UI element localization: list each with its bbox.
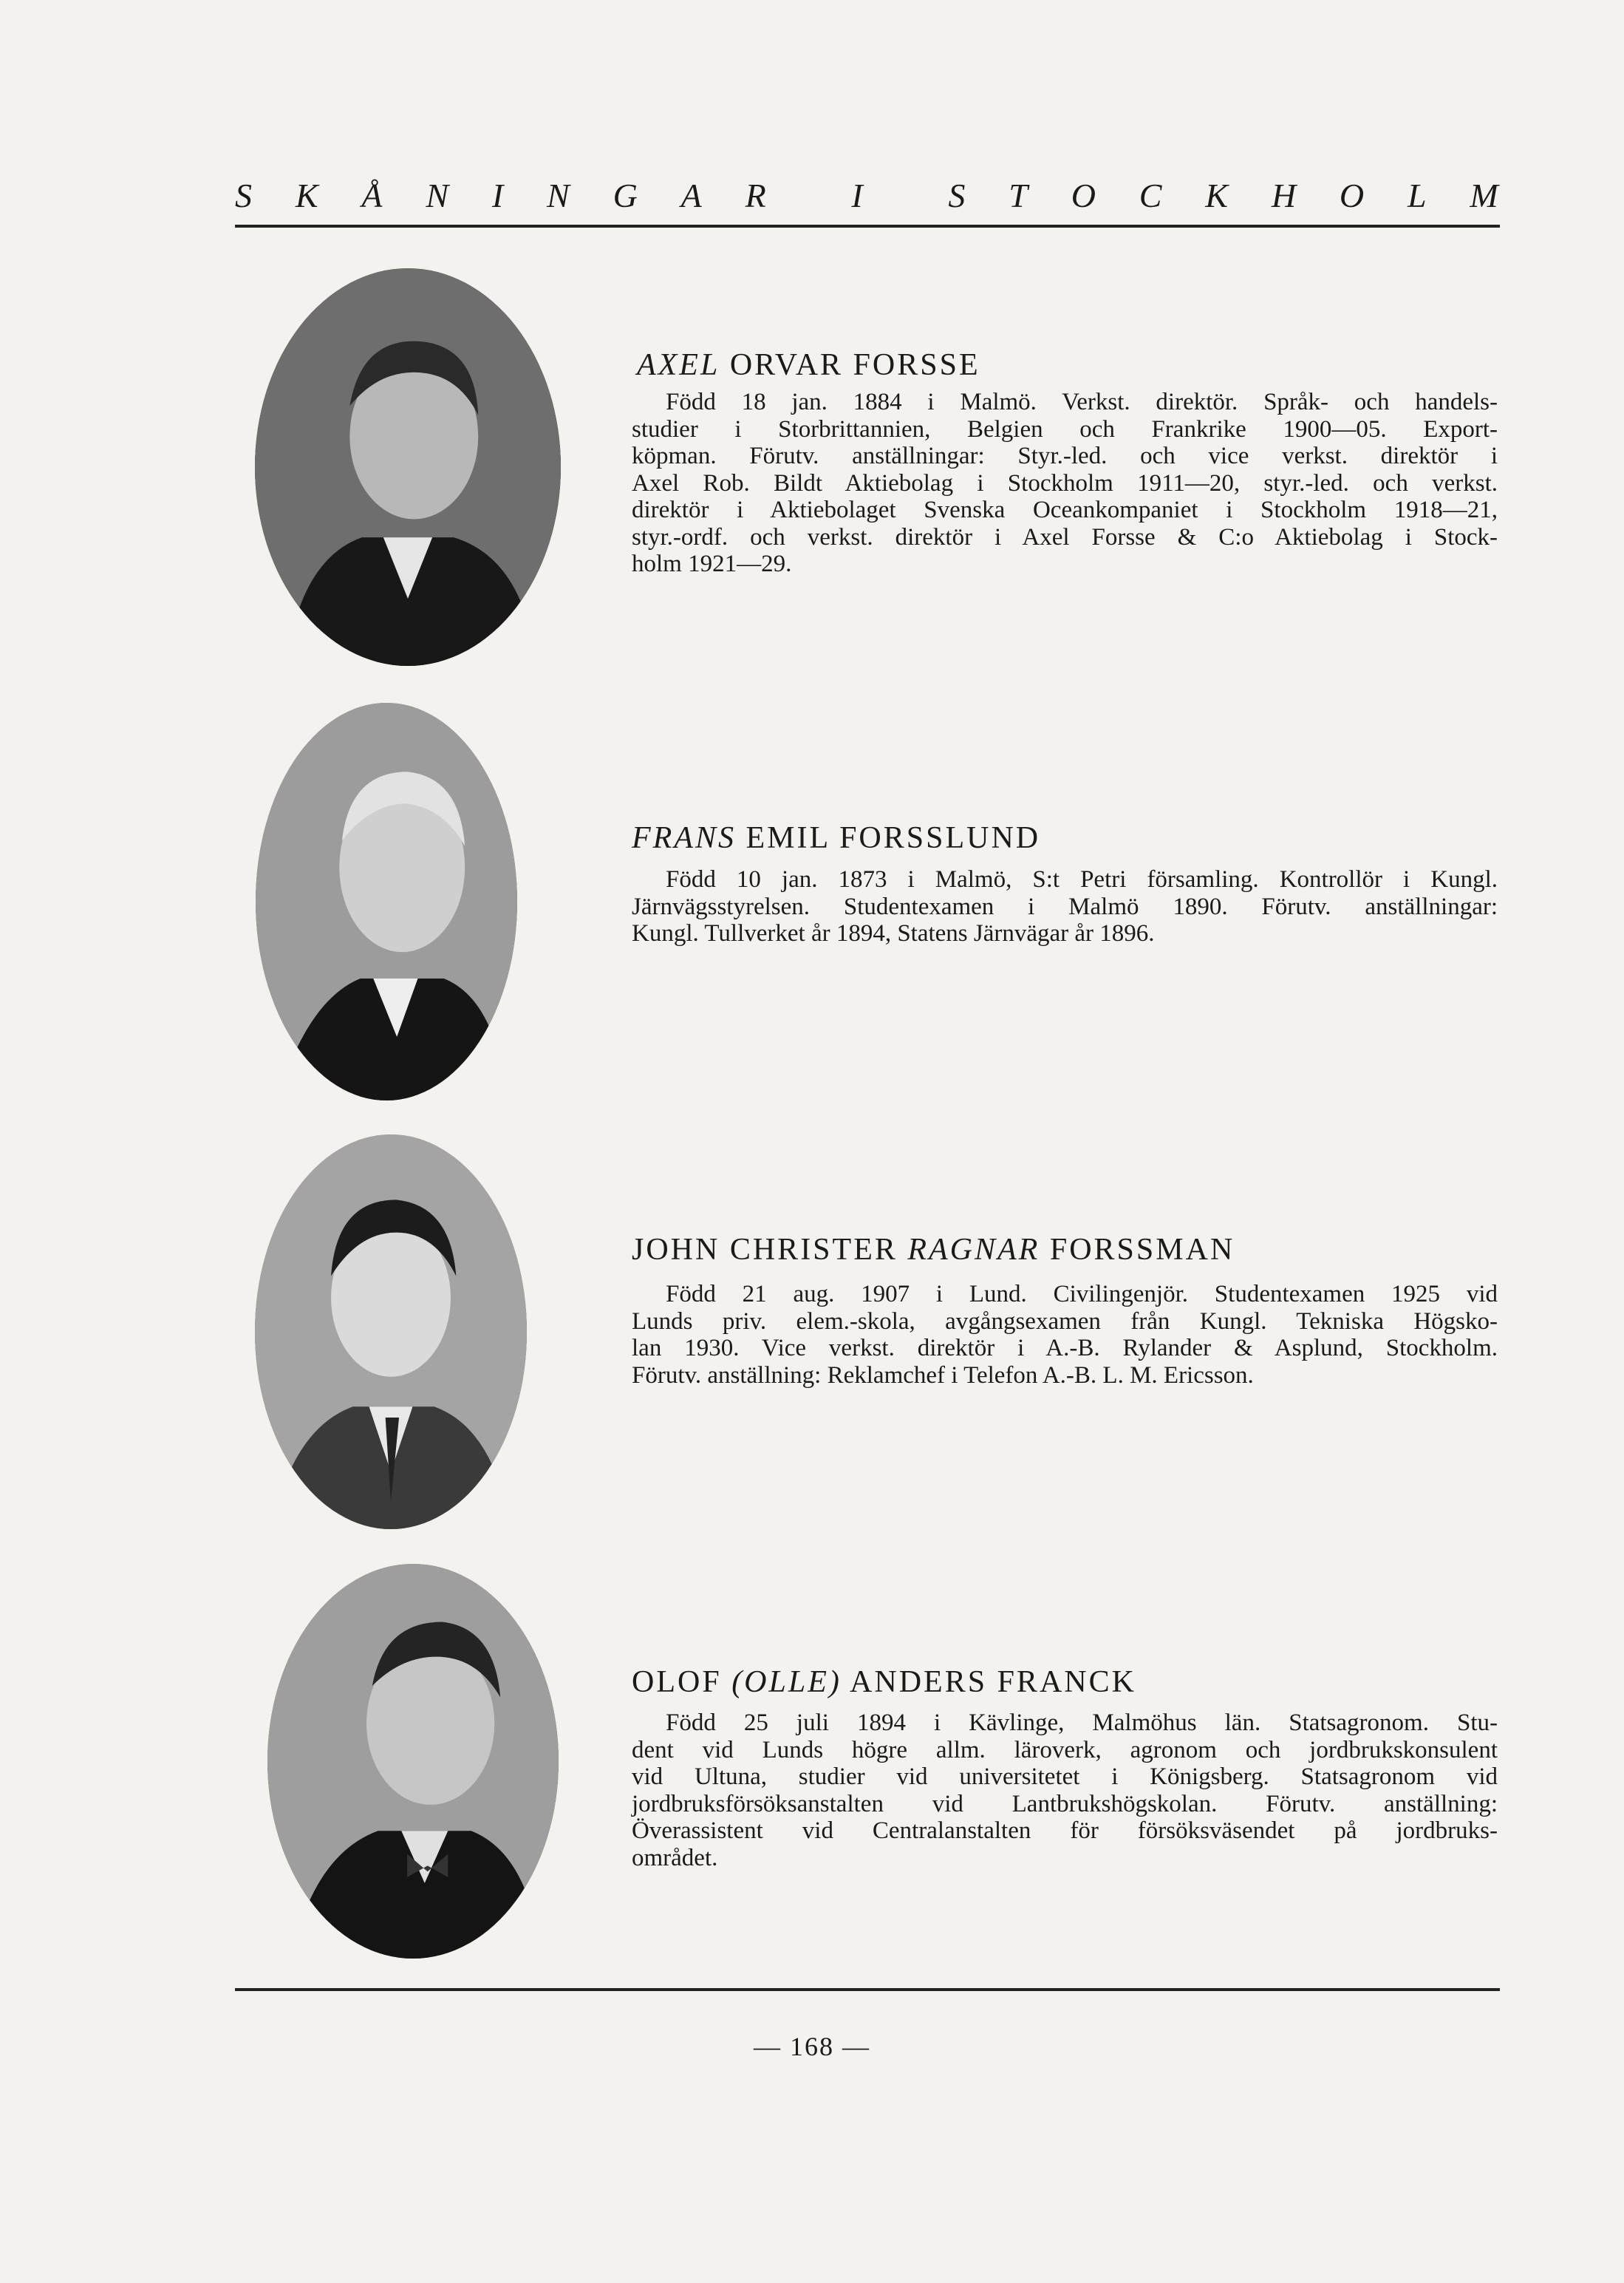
running-head-letter: N [547, 177, 571, 214]
bio-line: styr.-ordf. och verkst. direktör i Axel Forsse & C:o Aktiebolag i Stock- [632, 523, 1498, 551]
portrait-photo [255, 268, 561, 666]
running-head-letter: S [235, 177, 253, 214]
bio-line: holm 1921—29. [632, 551, 792, 577]
entry-name: OLOF (OLLE) ANDERS FRANCK [632, 1665, 1136, 1699]
running-head-letter: Å [361, 177, 384, 214]
running-head-letter: R [745, 177, 768, 214]
running-head-letter: I [851, 177, 864, 214]
bio-line: Lunds priv. elem.-skola, avgångsexamen från Kungl. Tekniska Högsko- [632, 1307, 1498, 1335]
running-head-letter: K [295, 177, 320, 214]
portrait-silhouette-icon [267, 1564, 559, 1959]
bio-line: lan 1930. Vice verkst. direktör i A.-B. Rylander & Asplund, Stockholm. [632, 1335, 1498, 1361]
running-head-letter: H [1271, 177, 1298, 214]
bio-line: Kungl. Tullverket år 1894, Statens Järnvägar år 1896. [632, 920, 1155, 947]
entry-biography [632, 1709, 1498, 1871]
running-head-letter: G [613, 177, 639, 214]
header-rule [235, 225, 1500, 228]
entry-biography [632, 1281, 1498, 1389]
running-head-letter: C [1139, 177, 1164, 214]
running-head-letter: I [491, 177, 505, 214]
bio-line: Född 18 jan. 1884 i Malmö. Verkst. direktör. Språk- och handels- [666, 389, 1498, 415]
bio-line: jordbruksförsöksanstalten vid Lantbrukshögskolan. Förutv. anställning: [632, 1790, 1498, 1817]
bio-line: studier i Storbrittannien, Belgien och Frankrike 1900—05. Export- [632, 415, 1498, 443]
running-head-letter: S [948, 177, 967, 214]
portrait-photo [267, 1564, 559, 1959]
bio-line: vid Ultuna, studier vid universitetet i Königsberg. Statsagronom vid [632, 1763, 1498, 1790]
bio-line: Axel Rob. Bildt Aktiebolag i Stockholm 1911—20, styr.-led. och verkst. [632, 469, 1498, 497]
running-head-letter: O [1339, 177, 1366, 214]
bio-line: direktör i Aktiebolaget Svenska Oceankompaniet i Stockholm 1918—21, [632, 497, 1498, 523]
bio-line: Född 25 juli 1894 i Kävlinge, Malmöhus län. Statsagronom. Stu- [666, 1709, 1498, 1736]
page-number: — 168 — [754, 2032, 870, 2061]
running-head-letter: K [1205, 177, 1229, 214]
bio-line: Järnvägsstyrelsen. Studentexamen i Malmö 1890. Förutv. anställningar: [632, 893, 1498, 920]
running-head-letter: L [1407, 177, 1428, 214]
portrait-photo [256, 703, 517, 1100]
running-head [235, 176, 1500, 215]
portrait-silhouette-icon [255, 1134, 527, 1529]
bio-line: området. [632, 1844, 718, 1871]
entry-biography [632, 866, 1498, 947]
bio-line: köpman. Förutv. anställningar: Styr.-led. och vice verkst. direktör i [632, 443, 1498, 469]
running-head-letter: A [680, 177, 703, 214]
bio-line: Överassistent vid Centralanstalten för försöksväsendet på jordbruks- [632, 1817, 1498, 1844]
running-head-letter: O [1071, 177, 1097, 214]
entry-name: JOHN CHRISTER RAGNAR FORSSMAN [632, 1233, 1235, 1267]
entry-name: AXEL ORVAR FORSSE [637, 348, 980, 382]
bio-line: Född 10 jan. 1873 i Malmö, S:t Petri församling. Kontrollör i Kungl. [666, 866, 1498, 893]
entry-biography [632, 389, 1498, 578]
portrait-photo [255, 1134, 527, 1529]
entry-name: FRANS EMIL FORSSLUND [632, 821, 1041, 855]
bio-line: dent vid Lunds högre allm. läroverk, agronom och jordbrukskonsulent [632, 1736, 1498, 1763]
running-head-letter: T [1009, 177, 1029, 214]
running-head-letter: N [426, 177, 451, 214]
portrait-silhouette-icon [255, 268, 561, 666]
portrait-silhouette-icon [256, 703, 517, 1100]
running-head-letter: M [1470, 177, 1500, 214]
footer-rule [235, 1988, 1500, 1991]
bio-line: Född 21 aug. 1907 i Lund. Civilingenjör. Studentexamen 1925 vid [666, 1281, 1498, 1307]
bio-line: Förutv. anställning: Reklamchef i Telefon A.-B. L. M. Ericsson. [632, 1361, 1254, 1389]
